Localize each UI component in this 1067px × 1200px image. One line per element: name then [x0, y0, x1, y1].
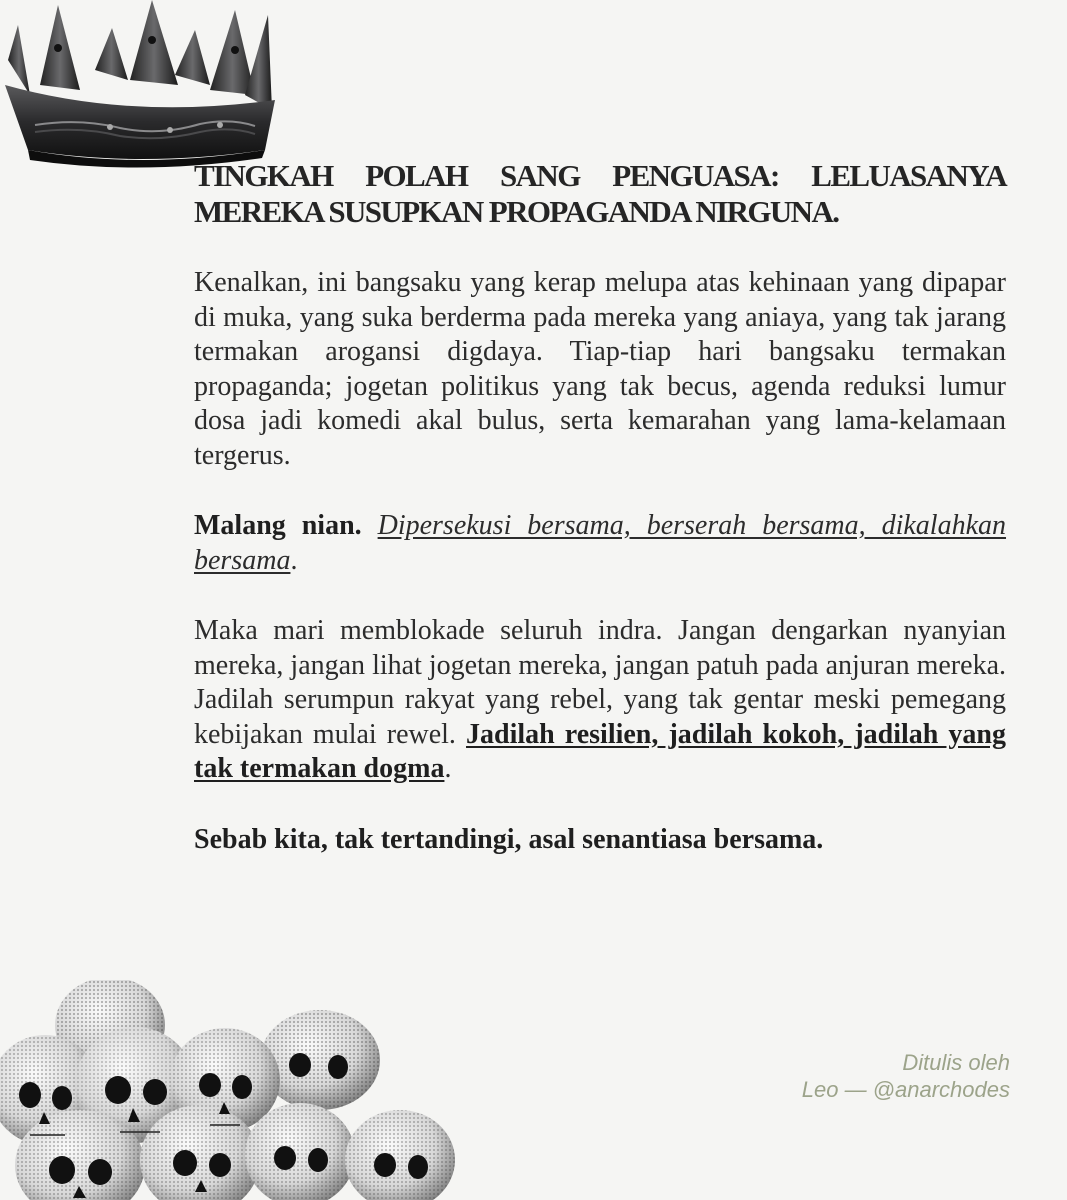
- call-to-action-text: Maka mari memblokade seluruh indra. Jangan dengarkan nyanyian mereka, jangan lihat jogetan mereka, jangan patuh pada anjuran mereka. Jadilah serumpun rakyat yang rebel, yang tak gentar meski pemegang kebijakan mulai rewel.: [194, 615, 1006, 750]
- credit-author: Leo — @anarchodes: [801, 1077, 1010, 1102]
- author-credit: [802, 1049, 1010, 1103]
- paragraph-intro: Kenalkan, ini bangsaku yang kerap melupa atas kehinaan yang dipapar di muka, yang suka berderma pada mereka yang aniaya, yang tak jarang termakan arogansi digdaya. Tiap-tiap hari bangsaku termakan propaganda; jogetan politikus yang tak becus, agenda reduksi lumur dosa jadi komedi akal bulus, serta kemarahan yang lama-kelamaan tergerus.: [194, 267, 1006, 471]
- skull-pile-image: [0, 980, 470, 1200]
- lament-italic-phrase: Dipersekusi bersama, berserah bersama, dikalahkan bersama: [194, 510, 1007, 576]
- paragraph-lament: [194, 509, 1006, 578]
- article-title: [194, 158, 1006, 230]
- call-to-action-end-punct: .: [444, 753, 452, 784]
- article-title-line-2: MEREKA SUSUPKAN PROPAGANDA NIRGUNA.: [194, 194, 839, 229]
- lament-end-punct: .: [290, 544, 298, 576]
- article-title-line-1: TINGKAH POLAH SANG PENGUASA: LELUASANYA: [194, 158, 1006, 193]
- lament-bold-lead: Malang nian.: [194, 510, 362, 541]
- crown-image: [0, 0, 280, 170]
- call-to-action-bold-phrase: Jadilah resilien, jadilah kokoh, jadilah yang tak termakan dogma: [194, 718, 1006, 784]
- closing-line: Sebab kita, tak tertandingi, asal senantiasa bersama.: [194, 823, 824, 855]
- credit-written-by: Ditulis oleh: [902, 1050, 1010, 1075]
- paragraph-call-to-action: [194, 614, 1006, 787]
- article: [194, 158, 1006, 857]
